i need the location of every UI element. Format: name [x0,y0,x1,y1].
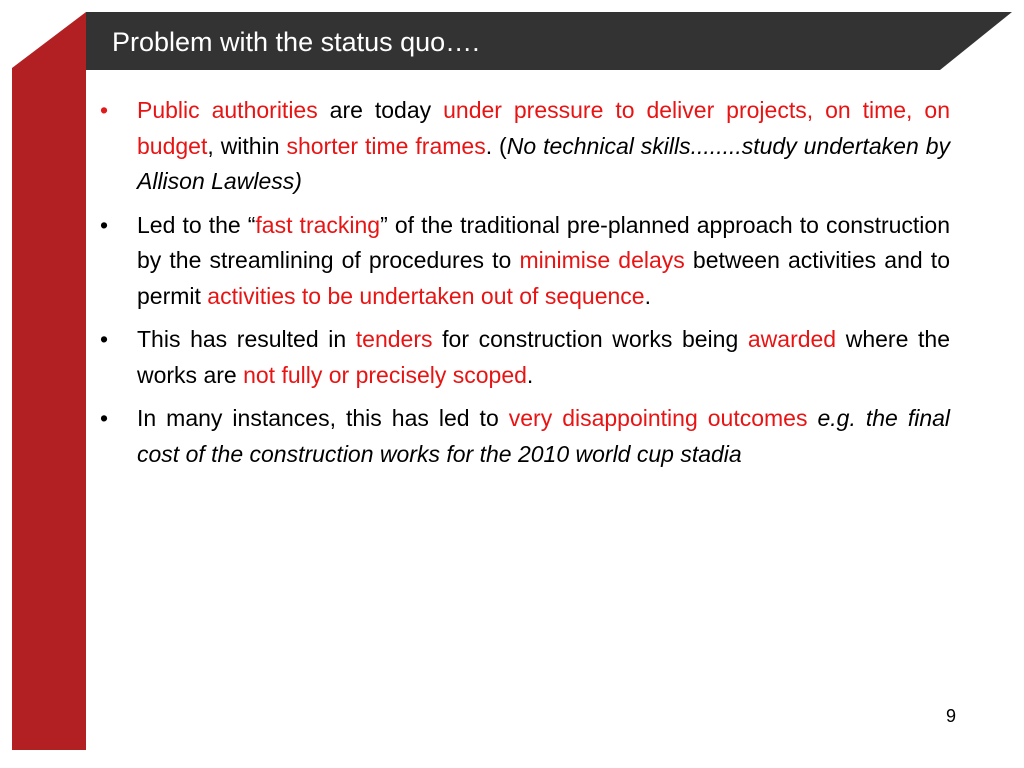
bullet-text-1 [137,93,950,200]
bullet-3-segment-6: not fully or precisely scoped [243,361,527,388]
bullet-text-2 [137,208,950,315]
bullet-2-segment-1: Led to the “ [137,211,256,238]
bullet-4-segment-4: e.g. the final cost of the construction works for the 2010 world cup stadia [137,405,951,467]
bullet-item-3 [100,322,950,393]
bullet-2-segment-4: minimise delays [519,247,685,273]
bullet-dot: • [100,97,109,123]
bullet-item-1 [100,93,950,200]
bullet-2-segment-2: fast tracking [255,211,381,238]
bullet-3-segment-3: for construction works being [432,326,748,352]
bullet-1-segment-4: , within [207,132,287,159]
bullet-3-segment-2: tenders [355,326,433,352]
bullet-1-segment-1: Public authorities [137,97,318,123]
bullet-1-segment-6: . ( [485,132,507,159]
slide-title: Problem with the status quo…. [112,27,480,57]
bullet-2-segment-5: between activities and to permit [137,247,950,309]
bullet-1-segment-5: shorter time frames [286,132,486,159]
bullet-item-4 [100,401,950,472]
bullet-1-segment-3: under pressure to deliver projects, on time, on budget [137,97,950,159]
bullet-dot: • [100,326,109,352]
bullet-dot: • [100,211,109,238]
bullet-item-2 [100,208,950,315]
page-number: 9 [946,706,957,726]
bullet-2-segment-6: activities to be undertaken out of sequence [207,282,645,309]
bullet-1-segment-2: are today [317,97,444,123]
bullet-text-3 [137,322,950,393]
bullet-3-segment-7: . [526,361,534,388]
bullet-2-segment-7: . [644,282,651,309]
bullet-3-segment-5: where the works are [137,326,950,388]
bullet-list [100,93,950,480]
bullet-4-segment-2: very disappointing outcomes [508,405,808,431]
bullet-4-segment-1: In many instances, this has led to [137,405,509,431]
red-side-bar [12,12,86,750]
bullet-2-segment-3: ” of the traditional pre-planned approach to construction by the streamlining of procedures to [137,211,950,273]
bullet-4-segment-3 [807,405,817,431]
bullet-text-4 [137,401,950,472]
bullet-3-segment-1: This has resulted in [137,326,356,352]
bullet-1-segment-7: No technical skills........study undertaken by Allison Lawless) [137,132,951,194]
bullet-dot: • [100,405,109,431]
bullet-3-segment-4: awarded [747,326,837,352]
